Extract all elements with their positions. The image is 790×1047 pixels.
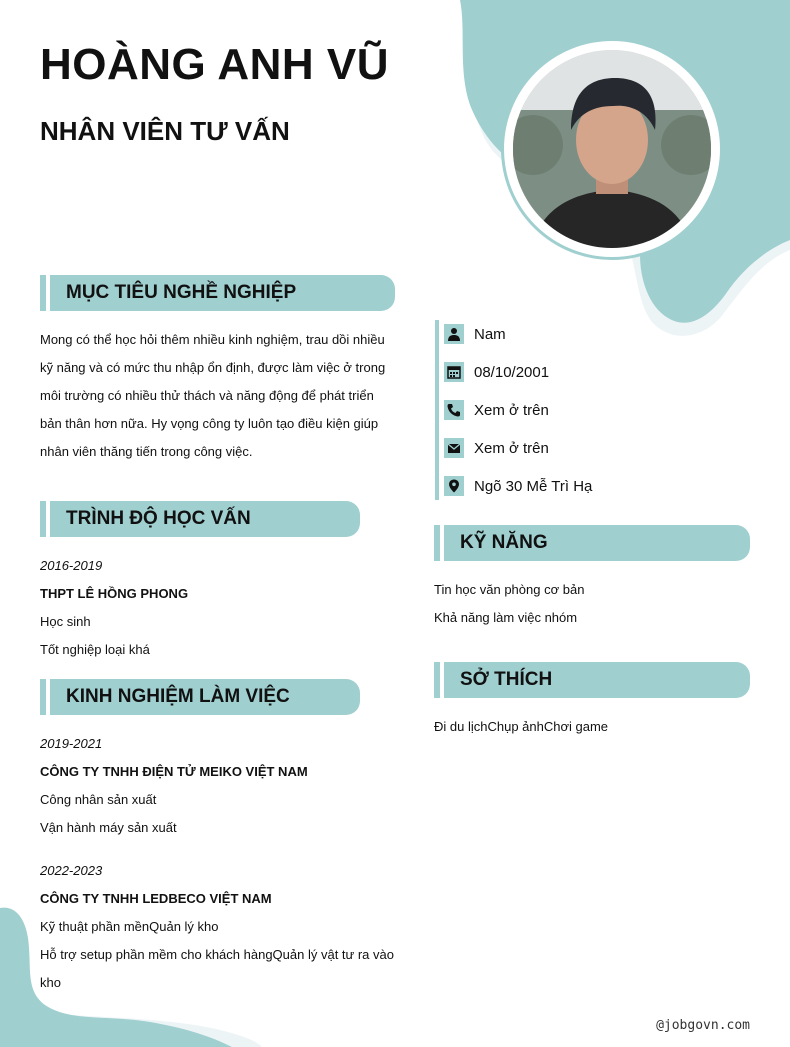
job-period: 2022-2023	[40, 863, 103, 878]
job-duty: Vận hành máy sản xuất	[40, 820, 177, 835]
section-bar	[434, 525, 440, 561]
contact-rail	[435, 320, 439, 500]
gender-value: Nam	[474, 325, 506, 343]
contact-dob	[444, 361, 549, 383]
objective-text	[40, 326, 395, 466]
section-title-skills: KỸ NĂNG	[444, 525, 750, 561]
job-duty: Công nhân sản xuất	[40, 792, 157, 807]
contact-gender	[444, 323, 506, 345]
objective-line: bản thân hơn nữa. Hy vọng công ty luôn tạo điều kiện giúp	[40, 416, 379, 431]
education-role: Học sinh	[40, 614, 91, 629]
contact-address	[444, 475, 592, 497]
education-school: THPT LÊ HỒNG PHONG	[40, 586, 189, 601]
avatar-portrait	[513, 50, 711, 248]
section-bar	[40, 501, 46, 537]
section-bar	[434, 662, 440, 698]
avatar	[513, 50, 711, 248]
person-icon	[444, 324, 464, 344]
section-title-experience: KINH NGHIỆM LÀM VIỆC	[50, 679, 360, 715]
watermark: @jobgovn.com	[656, 1018, 750, 1033]
job-duty: Hỗ trợ setup phần mềm cho khách hàngQuản lý vật tư ra vào	[40, 947, 394, 962]
candidate-name: HOÀNG ANH VŨ	[40, 40, 390, 89]
hobbies-text: Đi du lịchChụp ảnhChơi game	[434, 719, 609, 734]
section-title-objective: MỤC TIÊU NGHỀ NGHIỆP	[50, 275, 395, 311]
address-value: Ngõ 30 Mễ Trì Hạ	[474, 477, 593, 495]
skill-item: Khả năng làm việc nhóm	[434, 610, 578, 625]
section-bar	[40, 275, 46, 311]
section-title-hobbies: SỞ THÍCH	[444, 662, 750, 698]
section-bar	[40, 679, 46, 715]
location-pin-icon	[444, 476, 464, 496]
dob-value: 08/10/2001	[474, 363, 550, 381]
objective-line: nhân viên thăng tiến trong công việc.	[40, 444, 253, 459]
section-header-education	[40, 501, 360, 537]
contact-email	[444, 437, 549, 459]
job-period: 2019-2021	[40, 736, 103, 751]
phone-icon	[444, 400, 464, 420]
job-duty: kho	[40, 975, 61, 990]
phone-value: Xem ở trên	[474, 401, 549, 419]
job-duty: Kỹ thuật phần mềnQuản lý kho	[40, 919, 219, 934]
job-company: CÔNG TY TNHH ĐIỆN TỬ MEIKO VIỆT NAM	[40, 764, 308, 779]
contact-phone	[444, 399, 549, 421]
skill-item: Tin học văn phòng cơ bản	[434, 582, 585, 597]
objective-line: Mong có thể học hỏi thêm nhiều kinh nghiệm, trau dồi nhiều	[40, 332, 385, 347]
section-title-education: TRÌNH ĐỘ HỌC VẤN	[50, 501, 360, 537]
section-header-experience	[40, 679, 360, 715]
section-header-objective	[40, 275, 395, 311]
education-period: 2016-2019	[40, 558, 103, 573]
section-header-hobbies	[434, 662, 750, 698]
objective-line: kỹ năng và có mức thu nhập ổn định, được làm việc ở trong	[40, 360, 386, 375]
education-result: Tốt nghiệp loại khá	[40, 642, 150, 657]
job-title: NHÂN VIÊN TƯ VẤN	[40, 116, 290, 146]
section-header-skills	[434, 525, 750, 561]
calendar-icon	[444, 362, 464, 382]
mail-icon	[444, 438, 464, 458]
email-value: Xem ở trên	[474, 439, 549, 457]
job-company: CÔNG TY TNHH LEDBECO VIỆT NAM	[40, 891, 272, 906]
objective-line: môi trường có nhiều thử thách và năng động để phát triển	[40, 388, 374, 403]
